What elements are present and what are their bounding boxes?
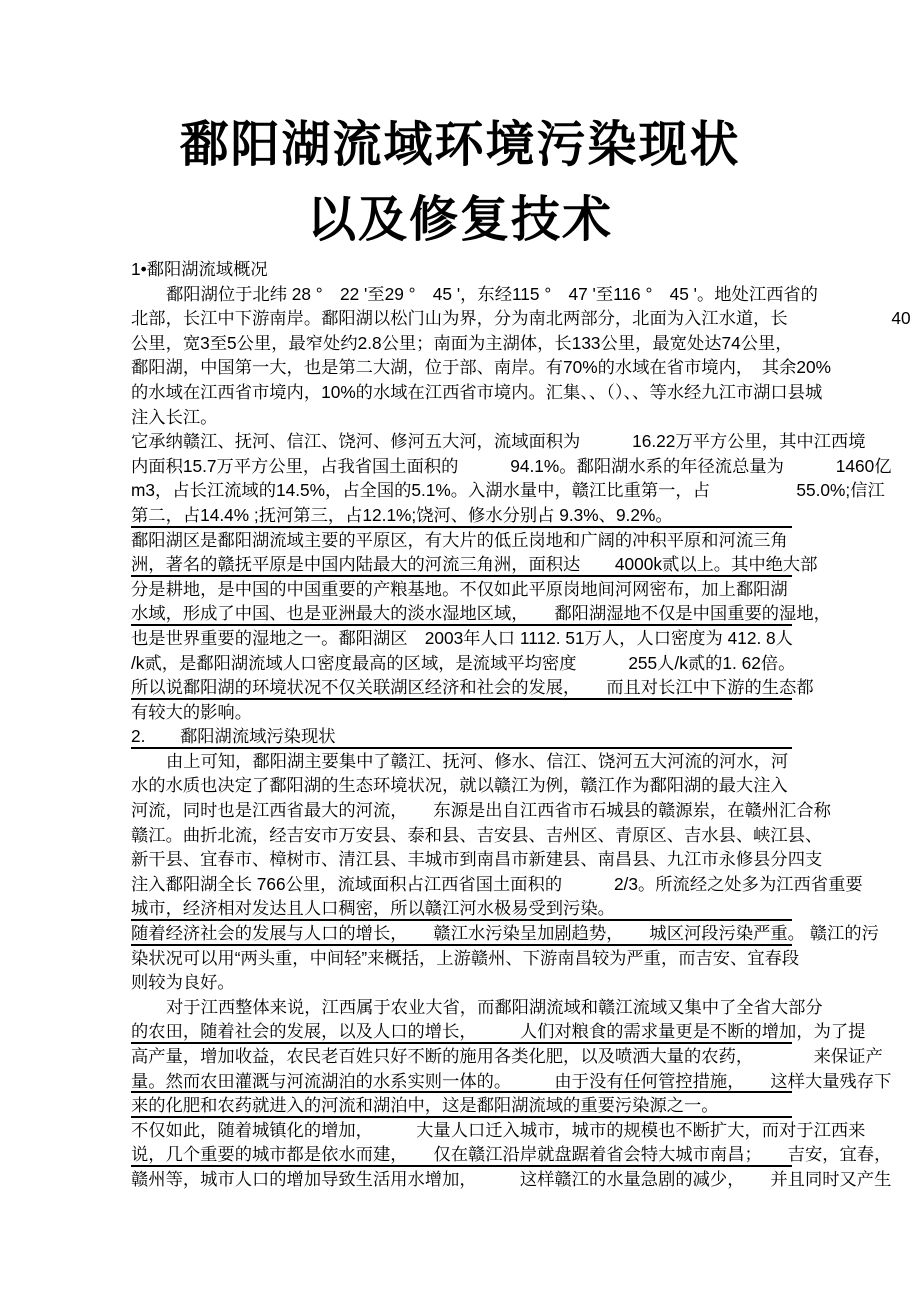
text-line: 的农田，随着社会的发展，以及人口的增长， 人们对粮食的需求量更是不断的增加，为了提 [131, 1019, 792, 1044]
document-title-line1: 鄱阳湖流域环境污染现状 [179, 118, 741, 172]
text-line: 城市，经济相对发达且人口稠密，所以赣江河水极易受到污染。 [131, 896, 792, 921]
text-line: 也是世界重要的湿地之一。鄱阳湖区 2003年人口 1112. 51万人，人口密度为 412. 8人 [131, 627, 793, 648]
text-line: 1•鄱阳湖流域概况 [131, 259, 268, 279]
text-line: 注入鄱阳湖全长 766公里，流域面积占江西省国土面积的 2/3。所流经之处多为江西省重要 [131, 873, 863, 894]
text-line: 内面积15.7万平方公里，占我省国土面积的 94.1%。鄱阳湖水系的年径流总量为 1460亿 [131, 455, 892, 476]
text-line: 染状况可以用“两头重，中间轻”来概括，上游赣州、下游南昌较为严重，而吉安、宜春段 [131, 947, 800, 968]
text-line: 鄱阳湖位于北纬 28 ° 22 '至29 ° 45 '，东经115 ° 47 '至116 ° 45 '。地处江西省的 [166, 283, 818, 304]
text-line: 鄱阳湖区是鄱阳湖流域主要的平原区，有大片的低丘岗地和广阔的冲积平原和河流三角 [131, 529, 788, 550]
text-line: 水的水质也决定了鄱阳湖的生态环境状况，就以赣江为例，赣江作为鄱阳湖的最大注入 [131, 775, 788, 796]
text-line: 它承纳赣江、抚河、信江、饶河、修河五大河，流域面积为 16.22万平方公里，其中江西境 [131, 431, 866, 452]
text-line: 新干县、宜春市、樟树市、清江县、丰城市到南昌市新建县、南昌县、九江市永修县分四支 [131, 849, 823, 870]
text-line: 由上可知，鄱阳湖主要集中了赣江、抚河、修水、信江、饶河五大河流的河水，河 [166, 750, 789, 771]
text-line: 赣州等，城市人口的增加导致生活用水增加， 这样赣江的水量急剧的减少， 并且同时又产生 [131, 1168, 892, 1189]
text-line: 北部，长江中下游南岸。鄱阳湖以松门山为界，分为南北两部分，北面为入江水道，长 40 [131, 308, 911, 329]
text-line: 注入长江。 [131, 406, 218, 427]
text-line: 高产量，增加收益，农民老百姓只好不断的施用各类化肥，以及喷洒大量的农药， 来保证产 [131, 1046, 883, 1066]
text-line: 量。然而农田灌溉与河流湖泊的水系实则一体的。 由于没有任何管控措施， 这样大量残存下 [131, 1069, 792, 1094]
text-line: 分是耕地，是中国的中国重要的产粮基地。不仅如此平原岗地间河网密布，加上鄱阳湖 [131, 578, 788, 599]
text-line: 所以说鄱阳湖的环境状况不仅关联湖区经济和社会的发展， 而且对长江中下游的生态都 [131, 675, 792, 700]
text-line: 有较大的影响。 [131, 701, 252, 722]
document-title [0, 108, 920, 258]
text-line: 则较为良好。 [131, 972, 235, 993]
text-line: 洲，著名的赣抚平原是中国内陆最大的河流三角洲，面积达 4000k贰以上。其中绝大部 [131, 552, 792, 577]
document-body [131, 257, 911, 1192]
document-title-line2: 以及修复技术 [306, 193, 613, 247]
text-line: 鄱阳湖，中国第一大，也是第二大湖，位于部、南岸。有70%的水域在省市境内， 其余20% [131, 357, 831, 378]
text-line: 赣江。曲折北流，经吉安市万安县、泰和县、吉安县、吉州区、青原区、吉水县、峡江县、 [131, 824, 823, 845]
text-line: 2. 鄱阳湖流域污染现状 [131, 724, 792, 749]
text-line: 说，几个重要的城市都是依水而建， 仅在赣江沿岸就盘踞着省会特大城市南昌； 吉安，宜春， [131, 1142, 792, 1167]
text-line: 对于江西整体来说，江西属于农业大省，而鄱阳湖流域和赣江流域又集中了全省大部分 [166, 996, 823, 1017]
text-line: /k贰，是鄱阳湖流域人口密度最高的区域，是流域平均密度 255人/k贰的1. 62倍。 [131, 652, 796, 673]
text-line: 公里，宽3至5公里，最窄处约2.8公里；南面为主湖体，长133公里，最宽处达74公里， [131, 332, 793, 353]
text-line: 随着经济社会的发展与人口的增长， 赣江水污染呈加剧趋势， 城区河段污染严重。 赣江的污 [131, 921, 792, 946]
text-line: 不仅如此，随着城镇化的增加， 大量人口迁入城市，城市的规模也不断扩大，而对于江西来 [131, 1119, 866, 1140]
text-line: 来的化肥和农药就进入的河流和湖泊中，这是鄱阳湖流域的重要污染源之一。 [131, 1093, 792, 1118]
text-line: 河流，同时也是江西省最大的河流， 东源是出自江西省市石城县的赣源岽，在赣州汇合称 [131, 800, 831, 821]
text-line: 第二，占14.4% ;抚河第三，占12.1%;饶河、修水分别占 9.3%、9.2%。 [131, 503, 792, 528]
text-line: 水域，形成了中国、也是亚洲最大的淡水湿地区域， 鄱阳湖湿地不仅是中国重要的湿地， [131, 601, 792, 626]
text-line: 的水域在江西省市境内，10%的水域在江西省市境内。汇集、、（）、、等水经九江市湖口县城 [131, 381, 823, 402]
text-line: m3，占长江流域的14.5%，占全国的5.1%。入湖水量中，赣江比重第一，占 55.0%;信江 [131, 480, 885, 501]
